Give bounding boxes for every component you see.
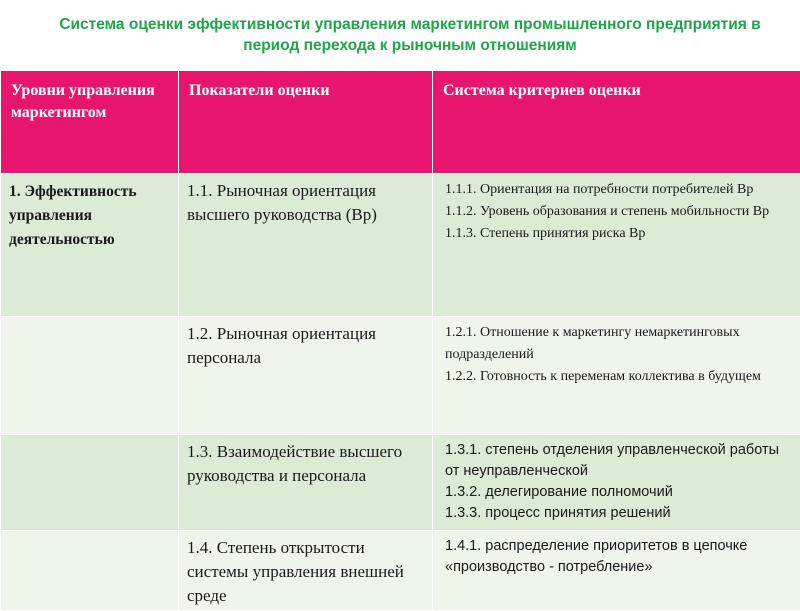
level-cell: 1. Эффективность управления деятельностью [1, 174, 179, 317]
criteria-cell [433, 317, 800, 435]
criterion-item: 1.1.3. Степень принятия риска Вр [445, 223, 790, 245]
indicator-cell: 1.1. Рыночная ориентация высшего руководства (Вр) [179, 174, 433, 317]
table-header-row [1, 71, 800, 174]
header-levels: Уровни управления маркетингом [1, 71, 179, 174]
level-cell [1, 531, 179, 611]
marketing-evaluation-table [0, 70, 800, 611]
criterion-item: 1.3.3. процесс принятия решений [445, 503, 790, 524]
table-row [1, 174, 800, 317]
indicator-cell: 1.3. Взаимодействие высшего руководства и персонала [179, 435, 433, 531]
criterion-item: 1.3.2. делегирование полномочий [445, 482, 790, 503]
table-row [1, 317, 800, 435]
level-cell [1, 317, 179, 435]
criterion-item: 1.3.1. степень отделения управленческой работы от неуправленческой [445, 440, 790, 482]
criterion-item: 1.4.1. распределение приоритетов в цепочке «производство - потребление» [445, 536, 790, 578]
criterion-item: 1.1.1. Ориентация на потребности потребителей Вр [445, 179, 790, 201]
criteria-cell [433, 531, 800, 611]
header-criteria: Система критериев оценки [433, 71, 800, 174]
table-row [1, 531, 800, 611]
indicator-cell: 1.4. Степень открытости системы управления внешней среде [179, 531, 433, 611]
slide-title: Система оценки эффективности управления маркетингом промышленного предприятия в период перехода к рыночным отношениям [40, 14, 780, 56]
criteria-cell [433, 174, 800, 317]
criterion-item: 1.2.2. Готовность к переменам коллектива в будущем [445, 366, 790, 388]
criterion-item: 1.2.1. Отношение к маркетингу немаркетинговых подразделений [445, 322, 790, 366]
level-cell [1, 435, 179, 531]
criteria-cell [433, 435, 800, 531]
indicator-cell: 1.2. Рыночная ориентация персонала [179, 317, 433, 435]
criterion-item: 1.1.2. Уровень образования и степень мобильности Вр [445, 201, 790, 223]
header-indicators: Показатели оценки [179, 71, 433, 174]
table-row [1, 435, 800, 531]
